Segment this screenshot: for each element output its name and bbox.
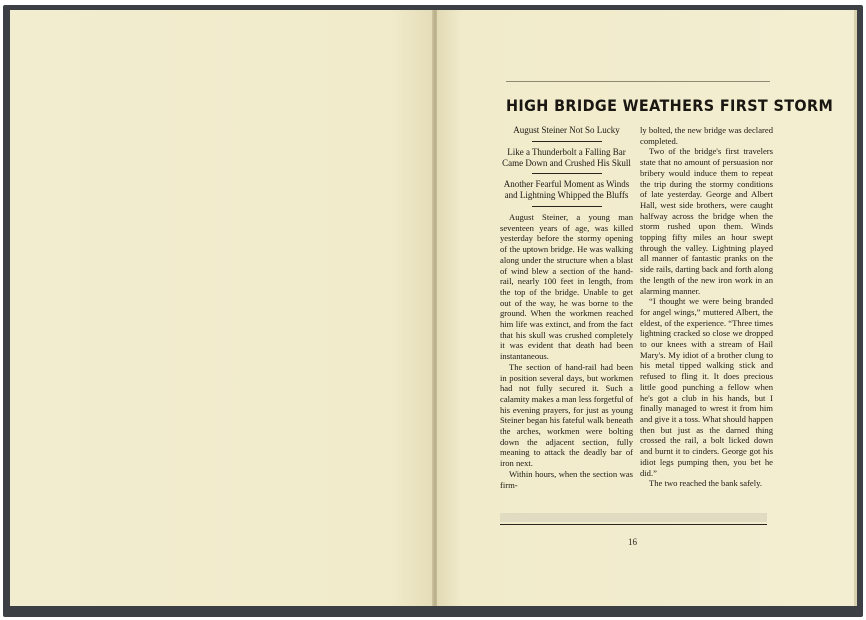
deck-divider bbox=[532, 173, 602, 174]
article-column-left bbox=[500, 125, 633, 490]
article-headline: HIGH BRIDGE WEATHERS FIRST STORM bbox=[506, 96, 834, 115]
paragraph: Two of the bridge's first travelers state that no amount of persuasion nor bribery would induce them to repeat the trip during the stormy conditions of late yesterday. George and Albert Hall, west side brothers, were caught halfway across the bridge when the storm rushed upon them. Winds topping fifty miles an hour swept through the valley. Lightning played all manner of fantastic pranks on the side rails, darting back and forth along the length of the new iron work in an alarming manner. bbox=[640, 146, 773, 296]
deck-1: August Steiner Not So Lucky bbox=[513, 125, 620, 135]
paragraph: ly bolted, the new bridge was declared completed. bbox=[640, 125, 773, 146]
headline-rule bbox=[506, 81, 770, 82]
paragraph: August Steiner, a young man seventeen years of age, was killed yesterday before the stormy opening of the uptown bridge. He was walking along under the structure when a blast of wind blew a section of the hand-rail, nearly 100 feet in length, from the top of the bridge. Unable to get out of the way, he was borne to the ground. When the workmen reached him life was extinct, and from the fact that his skull was crushed completely it was evident that death had been instantaneous. bbox=[500, 211, 633, 362]
deck-3: Another Fearful Moment as Winds and Lightning Whipped the Bluffs bbox=[503, 179, 630, 201]
footer-band bbox=[500, 513, 767, 522]
left-page bbox=[10, 10, 434, 606]
page-edge bbox=[854, 10, 857, 606]
article-column-right bbox=[640, 125, 773, 489]
paragraph: “I thought we were being branded for angel wings,” muttered Albert, the eldest, of the experience. “Three times lightning cracked so close we dropped to our knees with a stream of Hail Mary's. My idiot of a brother clung to his metal tipped walking stick and refused to fling it. It does precious little good punching a fellow when he's got a club in his hands, but I finally managed to wrest it from him and give it a toss. What should happen then but just as the darned thing crossed the rail, a bolt licked down and burnt it to cinders. George got his idiot legs pumping then, you bet he did.” bbox=[640, 296, 773, 478]
page-number: 16 bbox=[628, 537, 637, 547]
paragraph: The two reached the bank safely. bbox=[649, 478, 763, 489]
deck-divider bbox=[532, 206, 602, 207]
paragraph: The section of hand-rail had been in position several days, but workmen had not fully secured it. Such a calamity makes a man less forgetful of his evening prayers, for just as young Steiner began his fateful walk beneath the arches, workmen were bolting down the adjacent section, fully meaning to attack the deadly bar of iron next. bbox=[500, 361, 634, 469]
paragraph: Within hours, when the section was firm- bbox=[500, 468, 633, 490]
deck-2: Like a Thunderbolt a Falling Bar Came Down and Crushed His Skull bbox=[502, 146, 631, 168]
deck-divider bbox=[532, 141, 602, 142]
footer-rule bbox=[500, 524, 767, 525]
